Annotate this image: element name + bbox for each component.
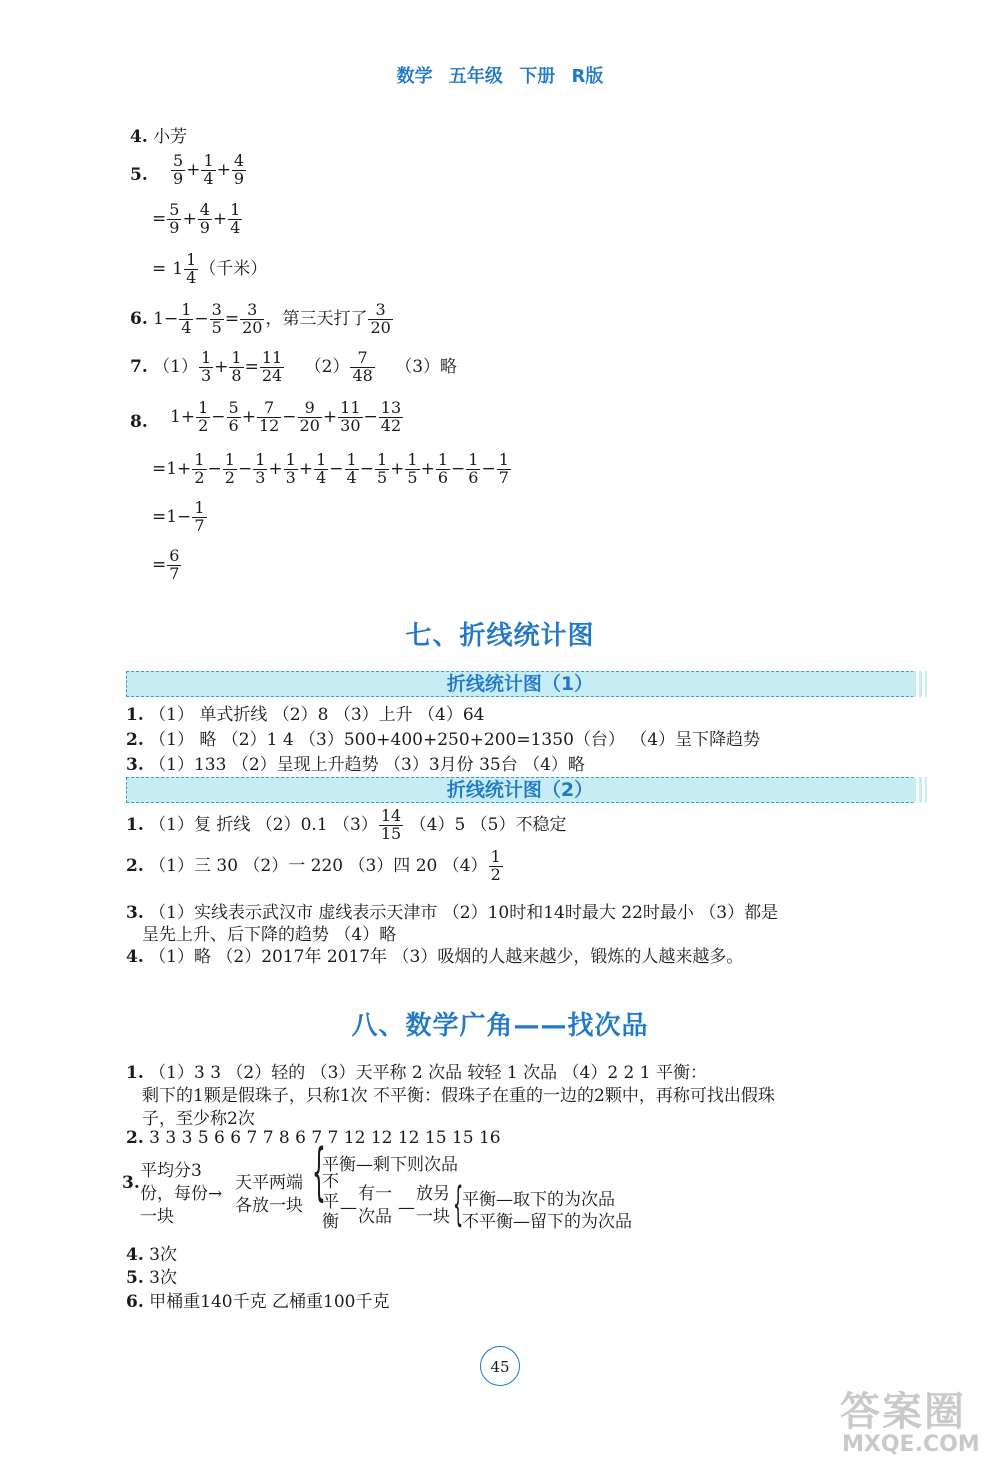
s1-answer-3: 3. （1）133 （2）呈现上升趋势 （3）3月份 35台 （4）略 xyxy=(126,755,585,775)
s3-answer-4: 4. 3次 xyxy=(126,1245,177,1265)
q8-line-2: =1+ $\frac{1}{2}$ − $\frac{1}{2}$ − $\frac{1}{3}$ + $\frac{1}{3}$ + $\frac{1}{4}$ − $\frac{1}{4}$ − $\frac{1}{5}$ + $\frac{1}{5}$ + $\frac{1}{6}$ − $\frac{1}{6}$ − $\frac{1}{7}$ xyxy=(152,450,509,487)
fraction: $\frac{1}{7}$ xyxy=(194,498,205,535)
fraction: $\frac{1}{6}$ xyxy=(437,450,448,487)
fraction: $\frac{11}{30}$ xyxy=(340,398,361,435)
fraction: $\frac{7}{48}$ xyxy=(352,348,373,385)
q8-line-4: = $\frac{6}{7}$ xyxy=(152,546,180,583)
fraction: $\frac{1}{4}$ xyxy=(181,300,192,337)
brace-icon: { xyxy=(312,1135,326,1208)
fraction: $\frac{1}{4}$ xyxy=(346,450,357,487)
fraction: $\frac{5}{6}$ xyxy=(228,398,239,435)
answer-text: 小芳 xyxy=(153,127,188,147)
question-number: 8. xyxy=(130,412,148,432)
fraction: $\frac{1}{2}$ xyxy=(198,398,209,435)
q8-line-1: 1+ $\frac{1}{2}$ − $\frac{5}{6}$ + $\frac{7}{12}$ − $\frac{9}{20}$ + $\frac{11}{30}$ − $\frac{13}{42}$ xyxy=(170,398,402,435)
diagram-c1: 有一 次品 xyxy=(358,1184,392,1227)
fraction: $\frac{4}{9}$ xyxy=(199,200,210,237)
question-7: 7. （1） $\frac{1}{3}$ + $\frac{1}{8}$ = $\frac{11}{24}$ （2） $\frac{7}{48}$ （3）略 xyxy=(130,348,458,385)
s3-answer-1: 1. （1）3 3 （2）轻的 （3）天平称 2 次品 较轻 1 次品 （4）2 2 1 平衡： xyxy=(126,1063,707,1083)
fraction: $\frac{5}{9}$ xyxy=(173,151,184,188)
s3-answer-1-cont: 剩下的1颗是假珠子，只称1次 不平衡：假珠子在重的一边的2颗中，再称可找出假珠 xyxy=(142,1086,775,1106)
question-number: 7. xyxy=(130,356,148,377)
question-4 xyxy=(130,122,187,147)
fraction: $\frac{6}{7}$ xyxy=(169,546,180,583)
question-number: 6. xyxy=(130,308,148,329)
s3-answer-6: 6. 甲桶重140千克 乙桶重100千克 xyxy=(126,1292,390,1312)
s3-answer-2: 2. 3 3 3 5 6 6 7 7 8 6 7 7 12 12 12 15 15 16 xyxy=(126,1128,501,1148)
s2-answer-3: 3. （1）实线表示武汉市 虚线表示天津市 （2）10时和14时最大 22时最小 （3）都是 xyxy=(126,903,779,923)
fraction: $\frac{5}{9}$ xyxy=(169,200,180,237)
fraction: $\frac{3}{20}$ xyxy=(242,300,263,337)
fraction: $\frac{1}{2}$ xyxy=(224,450,235,487)
q5-line-1: $\frac{5}{9}$ + $\frac{1}{4}$ + $\frac{4}{9}$ xyxy=(173,151,245,188)
q5-line-3: = 1 $\frac{1}{4}$ （千米） xyxy=(152,250,268,287)
fraction: $\frac{1}{3}$ xyxy=(200,348,212,385)
fraction: $\frac{13}{42}$ xyxy=(380,398,402,435)
fraction: $\frac{1}{5}$ xyxy=(376,450,388,487)
fraction: $\frac{1}{4}$ xyxy=(230,200,241,237)
s2-answer-3-cont: 呈先上升、后下降的趋势 （4）略 xyxy=(142,925,397,945)
s2-answer-4: 4. （1）略 （2）2017年 2017年 （3）吸烟的人越来越少，锻炼的人越来越多。 xyxy=(126,947,744,967)
section-title-8: 八、数学广角——找次品 xyxy=(351,1011,649,1041)
fraction: $\frac{4}{9}$ xyxy=(233,151,245,188)
fraction: $\frac{3}{20}$ xyxy=(370,300,391,337)
fraction: $\frac{14}{15}$ xyxy=(380,806,402,843)
page-number: 45 xyxy=(480,1346,520,1386)
diagram-left: 平均分3 份，每份→ 一块 xyxy=(140,1161,223,1227)
fraction: $\frac{1}{4}$ xyxy=(186,250,197,287)
fraction: $\frac{1}{8}$ xyxy=(231,348,242,385)
question-number: 5. xyxy=(130,165,148,185)
diagram-c2: 放另 一块 xyxy=(416,1184,450,1227)
brace-icon: { xyxy=(453,1177,464,1231)
s3-answer-5: 5. 3次 xyxy=(126,1268,177,1288)
diagram-branch-balance: 平衡—剩下则次品 xyxy=(322,1155,458,1175)
fraction: $\frac{1}{6}$ xyxy=(468,450,479,487)
fraction: $\frac{1}{2}$ xyxy=(490,847,501,884)
diagram-branch-unbalance: 不 平 衡 xyxy=(322,1172,339,1232)
diagram-mid: 天平两端 各放一块 xyxy=(235,1173,303,1216)
fraction: $\frac{3}{5}$ xyxy=(211,300,222,337)
watermark-logo: 答案圈 xyxy=(840,1389,966,1435)
s2-answer-1: 1. （1）复 折线 （2）0.1 （3） $\frac{14}{15}$ （4）5 （5）不稳定 xyxy=(126,806,567,843)
fraction: $\frac{9}{20}$ xyxy=(299,398,320,435)
q5-line-2: = $\frac{5}{9}$ + $\frac{4}{9}$ + $\frac{1}{4}$ xyxy=(152,200,241,237)
fraction: $\frac{11}{24}$ xyxy=(261,348,283,385)
question-number: 4. xyxy=(130,127,148,147)
fraction: $\frac{1}{4}$ xyxy=(316,450,327,487)
subsection-banner-2: 折线统计图（2） xyxy=(126,777,914,803)
fraction: $\frac{7}{12}$ xyxy=(258,398,280,435)
s2-answer-2: 2. （1）三 30 （2）一 220 （3）四 20 （4） $\frac{1}{2}$ xyxy=(126,847,501,884)
subsection-banner-1: 折线统计图（1） xyxy=(126,671,914,697)
fraction: $\frac{1}{2}$ xyxy=(194,450,205,487)
s3-answer-1-cont2: 子，至少称2次 xyxy=(142,1109,255,1129)
fraction: $\frac{1}{3}$ xyxy=(255,450,266,487)
s1-answer-1: 1. （1） 单式折线 （2）8 （3）上升 （4）64 xyxy=(126,705,485,725)
question-number: 3. xyxy=(122,1173,140,1193)
fraction: $\frac{1}{4}$ xyxy=(203,151,214,188)
page-header: 数学 五年级 下册 R版 xyxy=(396,66,604,87)
diagram-d1: 平衡—取下的为次品 xyxy=(462,1190,615,1210)
watermark-url: MXQE.COM xyxy=(842,1432,980,1457)
fraction: $\frac{1}{7}$ xyxy=(498,450,509,487)
question-6: 6. 1− $\frac{1}{4}$ − $\frac{3}{5}$ = $\frac{3}{20}$ ，第三天打了 $\frac{3}{20}$ xyxy=(130,300,391,337)
section-title-7: 七、折线统计图 xyxy=(405,621,595,651)
dash: — xyxy=(398,1198,415,1218)
fraction: $\frac{1}{5}$ xyxy=(407,450,418,487)
s1-answer-2: 2. （1） 略 （2）1 4 （3）500+400+250+200=1350（台） （4）呈下降趋势 xyxy=(126,730,761,750)
dash: — xyxy=(340,1198,357,1218)
fraction: $\frac{1}{3}$ xyxy=(285,450,296,487)
q8-line-3: =1− $\frac{1}{7}$ xyxy=(152,498,205,535)
diagram-d2: 不平衡—留下的为次品 xyxy=(462,1212,632,1232)
